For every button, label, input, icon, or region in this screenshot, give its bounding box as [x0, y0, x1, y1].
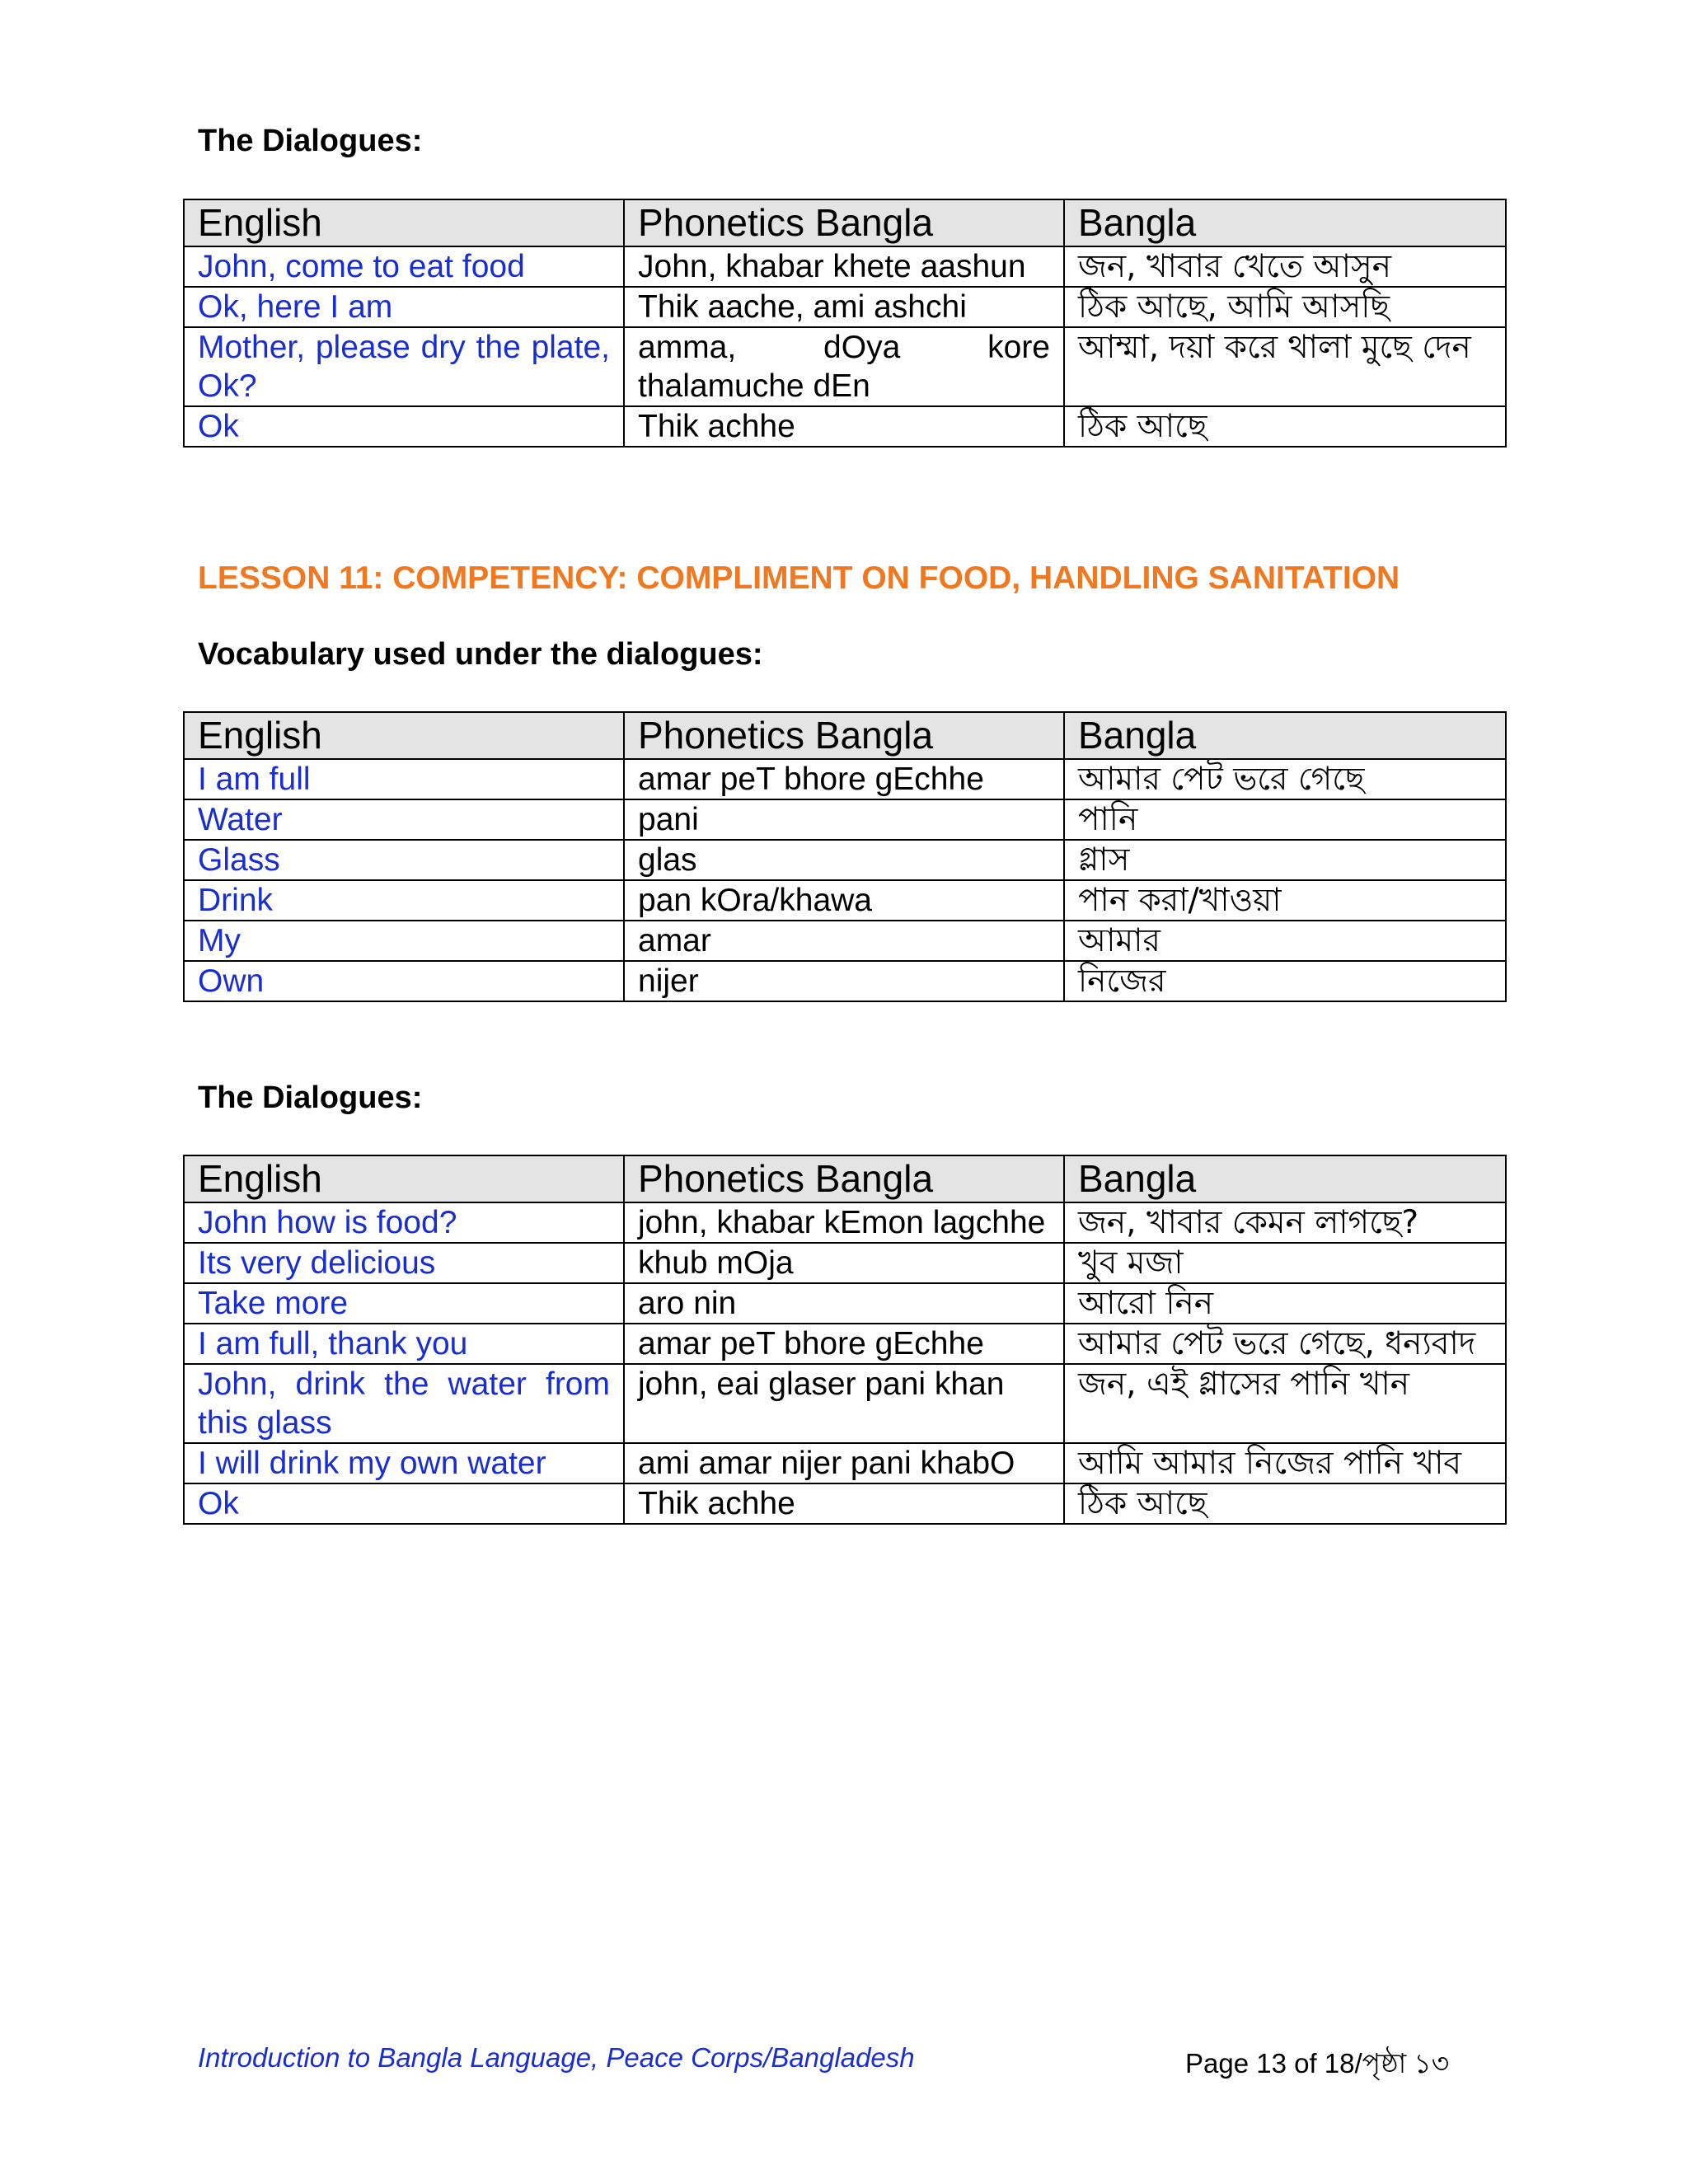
phonetics-cell: john, eai glaser pani khan [624, 1364, 1064, 1443]
english-cell: Ok [184, 406, 624, 447]
table-row [184, 1364, 1506, 1443]
bangla-cell: আমার পেট ভরে গেছে, ধন্যবাদ [1064, 1324, 1506, 1364]
page-number: Page 13 of 18/পৃষ্ঠা ১৩ [1185, 2048, 1450, 2079]
header-bangla: Bangla [1064, 1155, 1506, 1202]
english-cell: John how is food? [184, 1202, 624, 1243]
table-row [184, 406, 1506, 447]
bangla-cell: আমার [1064, 921, 1506, 961]
english-cell: I will drink my own water [184, 1443, 624, 1483]
dialogues-heading-2: The Dialogues: [198, 1080, 423, 1115]
header-phonetics: Phonetics Bangla [624, 199, 1064, 246]
bangla-cell: ঠিক আছে, আমি আসছি [1064, 287, 1506, 327]
table-row [184, 1443, 1506, 1483]
table-header-row [184, 199, 1506, 246]
table-row [184, 1202, 1506, 1243]
english-cell: John, come to eat food [184, 246, 624, 287]
table-row [184, 880, 1506, 921]
table-row [184, 840, 1506, 880]
table-row [184, 287, 1506, 327]
bangla-cell: জন, খাবার খেতে আসুন [1064, 246, 1506, 287]
bangla-cell: আম্মা, দয়া করে থালা মুছে দেন [1064, 327, 1506, 406]
bangla-cell: জন, এই গ্লাসের পানি খান [1064, 1364, 1506, 1443]
bangla-cell: ঠিক আছে [1064, 1483, 1506, 1524]
header-bangla: Bangla [1064, 199, 1506, 246]
phonetics-cell: amma, dOya kore thalamuche dEn [624, 327, 1064, 406]
bangla-cell: গ্লাস [1064, 840, 1506, 880]
phonetics-cell: John, khabar khete aashun [624, 246, 1064, 287]
english-cell: Glass [184, 840, 624, 880]
table-row [184, 1283, 1506, 1324]
dialogues-table-2 [183, 1155, 1507, 1525]
bangla-cell: খুব মজা [1064, 1243, 1506, 1283]
header-english: English [184, 1155, 624, 1202]
dialogues-table-1 [183, 199, 1507, 448]
lesson-title: LESSON 11: COMPETENCY: COMPLIMENT ON FOOD, HANDLING SANITATION [198, 560, 1400, 596]
phonetics-cell: ami amar nijer pani khabO [624, 1443, 1064, 1483]
english-cell: Water [184, 799, 624, 840]
footer-title: Introduction to Bangla Language, Peace Corps/Bangladesh [198, 2042, 915, 2073]
bangla-cell: আমি আমার নিজের পানি খাব [1064, 1443, 1506, 1483]
english-cell: Ok [184, 1483, 624, 1524]
phonetics-cell: amar [624, 921, 1064, 961]
english-cell: I am full [184, 759, 624, 799]
table-row [184, 327, 1506, 406]
english-cell: Mother, please dry the plate, Ok? [184, 327, 624, 406]
header-bangla: Bangla [1064, 712, 1506, 759]
table-row [184, 1243, 1506, 1283]
phonetics-cell: khub mOja [624, 1243, 1064, 1283]
english-cell: I am full, thank you [184, 1324, 624, 1364]
bangla-cell: পান করা/খাওয়া [1064, 880, 1506, 921]
vocabulary-table [183, 711, 1507, 1002]
table-row [184, 799, 1506, 840]
phonetics-cell: pani [624, 799, 1064, 840]
header-phonetics: Phonetics Bangla [624, 1155, 1064, 1202]
english-cell: Its very delicious [184, 1243, 624, 1283]
phonetics-cell: Thik aache, ami ashchi [624, 287, 1064, 327]
dialogues-heading-1: The Dialogues: [198, 124, 423, 158]
english-cell: Own [184, 961, 624, 1001]
table-header-row [184, 712, 1506, 759]
phonetics-cell: john, khabar kEmon lagchhe [624, 1202, 1064, 1243]
table-row [184, 246, 1506, 287]
bangla-cell: আমার পেট ভরে গেছে [1064, 759, 1506, 799]
bangla-cell: জন, খাবার কেমন লাগছে? [1064, 1202, 1506, 1243]
phonetics-cell: pan kOra/khawa [624, 880, 1064, 921]
bangla-cell: পানি [1064, 799, 1506, 840]
phonetics-cell: amar peT bhore gEchhe [624, 1324, 1064, 1364]
bangla-cell: আরো নিন [1064, 1283, 1506, 1324]
table-row [184, 961, 1506, 1001]
table-row [184, 1324, 1506, 1364]
header-phonetics: Phonetics Bangla [624, 712, 1064, 759]
phonetics-cell: glas [624, 840, 1064, 880]
header-english: English [184, 199, 624, 246]
phonetics-cell: Thik achhe [624, 406, 1064, 447]
table-row [184, 921, 1506, 961]
english-cell: My [184, 921, 624, 961]
table-header-row [184, 1155, 1506, 1202]
bangla-cell: নিজের [1064, 961, 1506, 1001]
phonetics-cell: amar peT bhore gEchhe [624, 759, 1064, 799]
english-cell: Ok, here I am [184, 287, 624, 327]
phonetics-cell: nijer [624, 961, 1064, 1001]
english-cell: Take more [184, 1283, 624, 1324]
phonetics-cell: Thik achhe [624, 1483, 1064, 1524]
english-cell: John, drink the water from this glass [184, 1364, 624, 1443]
phonetics-cell: aro nin [624, 1283, 1064, 1324]
vocabulary-heading: Vocabulary used under the dialogues: [198, 637, 763, 672]
bangla-cell: ঠিক আছে [1064, 406, 1506, 447]
header-english: English [184, 712, 624, 759]
table-row [184, 1483, 1506, 1524]
table-row [184, 759, 1506, 799]
english-cell: Drink [184, 880, 624, 921]
